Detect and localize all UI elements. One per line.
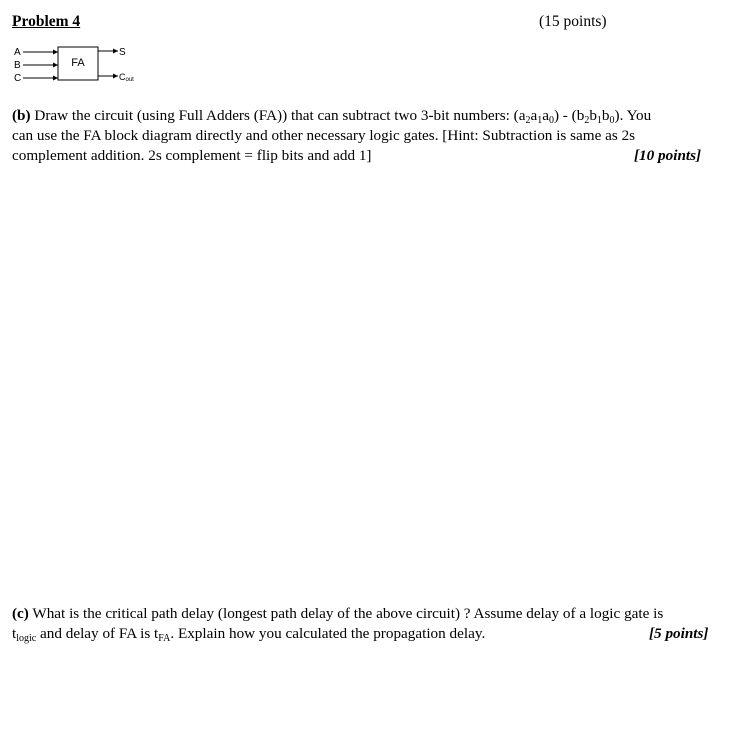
- fa-input-c-label: C: [14, 73, 22, 84]
- problem-points: (15 points): [539, 13, 607, 30]
- part-c-points: [5 points]: [649, 625, 709, 642]
- fa-output-s-label: S: [119, 47, 126, 58]
- part-c-line-2: $t_{logic}$ and delay of FA is $t_{FA}$. Explain how you calculated the propagation delay. [5 points]: [12, 625, 709, 644]
- fa-output-cout-subscript: out: [125, 77, 134, 83]
- part-b: [12, 106, 716, 166]
- part-c-label: (c): [12, 605, 29, 622]
- fa-block-label: FA: [71, 57, 85, 69]
- problem-title: Problem 4: [12, 13, 81, 30]
- full-adder-diagram: [14, 44, 154, 86]
- part-c-line-1: (c) What is the critical path delay (longest path delay of the above circuit) ? Assume delay of a logic gate is: [12, 605, 664, 622]
- part-b-line-2: can use the FA block diagram directly and other necessary logic gates. [Hint: Subtraction is same as 2s: [12, 127, 636, 144]
- part-b-line-1: (b) Draw the circuit (using Full Adders (FA)) that can subtract two 3-bit numbers: $(a_2a_1a_0) - (b_2b_1b_0)$. You: [12, 107, 652, 126]
- fa-input-b-label: B: [14, 60, 21, 71]
- fa-input-a-label: A: [14, 47, 21, 58]
- fa-output-cout-label: Cout: [119, 72, 134, 83]
- part-c: [12, 604, 716, 644]
- part-b-line-3: complement addition. 2s complement = flip bits and add 1] [10 points]: [12, 147, 702, 164]
- part-b-points: [10 points]: [634, 147, 702, 164]
- part-b-label: (b): [12, 107, 31, 124]
